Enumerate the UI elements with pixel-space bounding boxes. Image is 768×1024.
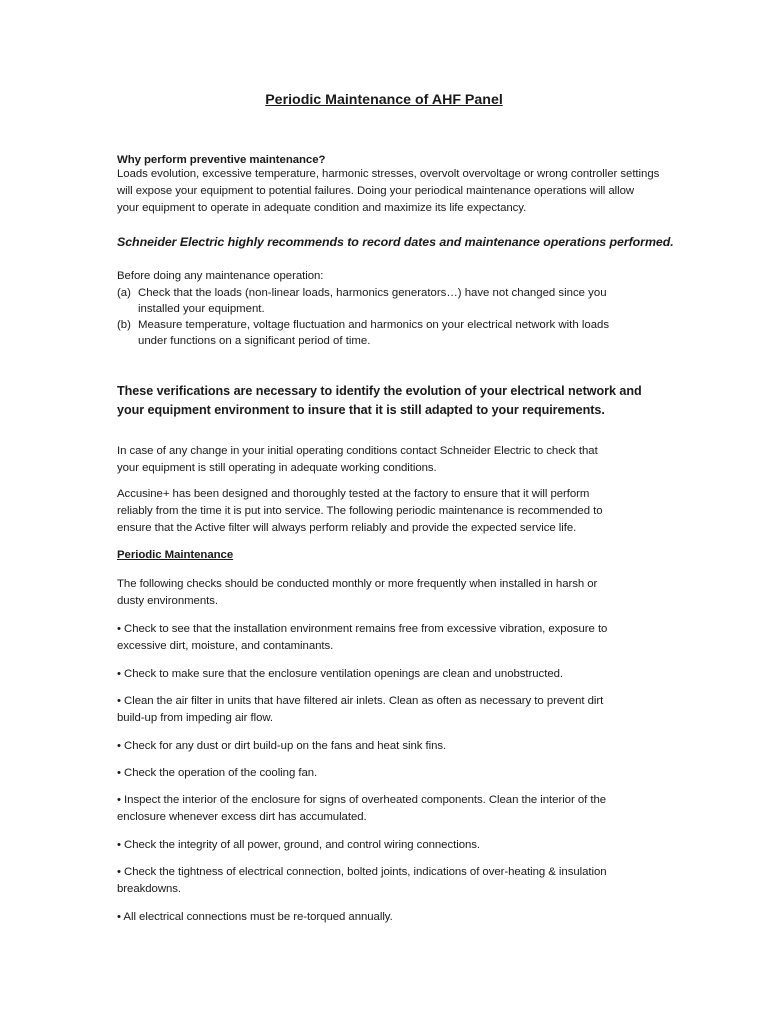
why-line-1: Loads evolution, excessive temperature, harmonic stresses, overvolt overvoltage or wrong controller settings: [117, 168, 660, 180]
before-item-a-line-2: installed your equipment.: [138, 303, 265, 315]
accusine-line-1: Accusine+ has been designed and thoroughly tested at the factory to ensure that it will perform: [117, 488, 590, 500]
why-line-3: your equipment to operate in adequate condition and maximize its life expectancy.: [117, 202, 527, 214]
bullet-9-line-1: • All electrical connections must be re-torqued annually.: [117, 911, 393, 923]
periodic-maintenance-heading: Periodic Maintenance: [117, 549, 234, 561]
bullet-1-line-2: excessive dirt, moisture, and contaminants.: [117, 640, 334, 652]
before-intro: Before doing any maintenance operation:: [117, 270, 324, 282]
bullet-7-line-1: • Check the integrity of all power, ground, and control wiring connections.: [117, 839, 481, 851]
checks-intro-line-2: dusty environments.: [117, 595, 218, 607]
accusine-line-3: ensure that the Active filter will always perform reliably and provide the expected service life.: [117, 522, 577, 534]
before-item-a-line-1: Check that the loads (non-linear loads, harmonics generators…) have not changed since you: [138, 287, 607, 299]
change-line-1: In case of any change in your initial operating conditions contact Schneider Electric to check that: [117, 445, 598, 457]
recommendation-text: Schneider Electric highly recommends to record dates and maintenance operations performed.: [117, 235, 674, 249]
bullet-6-line-1: • Inspect the interior of the enclosure for signs of overheated components. Clean the interior of the: [117, 794, 607, 806]
bullet-1-line-1: • Check to see that the installation environment remains free from excessive vibration, exposure to: [117, 623, 608, 635]
bullet-8-line-2: breakdowns.: [117, 883, 182, 895]
why-heading: Why perform preventive maintenance?: [117, 154, 326, 166]
before-item-b-line-2: under functions on a significant period of time.: [138, 335, 371, 347]
document-title: Periodic Maintenance of AHF Panel: [265, 92, 503, 108]
bullet-5-line-1: • Check the operation of the cooling fan.: [117, 767, 318, 779]
accusine-line-2: reliably from the time it is put into service. The following periodic maintenance is recommended to: [117, 505, 603, 517]
list-marker: (a): [117, 287, 131, 299]
bullet-4-line-1: • Check for any dust or dirt build-up on the fans and heat sink fins.: [117, 740, 447, 752]
bullet-8-line-1: • Check the tightness of electrical connection, bolted joints, indications of over-heating & insulation: [117, 866, 607, 878]
why-line-2: will expose your equipment to potential failures. Doing your periodical maintenance operations will allow: [117, 185, 635, 197]
bullet-3-line-1: • Clean the air filter in units that have filtered air inlets. Clean as often as necessary to prevent dirt: [117, 695, 604, 707]
bullet-6-line-2: enclosure whenever excess dirt has accumulated.: [117, 811, 367, 823]
verification-line-2: your equipment environment to insure that it is still adapted to your requirements.: [117, 403, 605, 417]
verification-line-1: These verifications are necessary to identify the evolution of your electrical network and: [117, 384, 642, 398]
list-marker: (b): [117, 319, 131, 331]
checks-intro-line-1: The following checks should be conducted monthly or more frequently when installed in harsh or: [117, 578, 598, 590]
bullet-3-line-2: build-up from impeding air flow.: [117, 712, 274, 724]
bullet-2-line-1: • Check to make sure that the enclosure ventilation openings are clean and unobstructed.: [117, 668, 563, 680]
change-line-2: your equipment is still operating in adequate working conditions.: [117, 462, 437, 474]
before-item-b-line-1: Measure temperature, voltage fluctuation and harmonics on your electrical network with loads: [138, 319, 610, 331]
